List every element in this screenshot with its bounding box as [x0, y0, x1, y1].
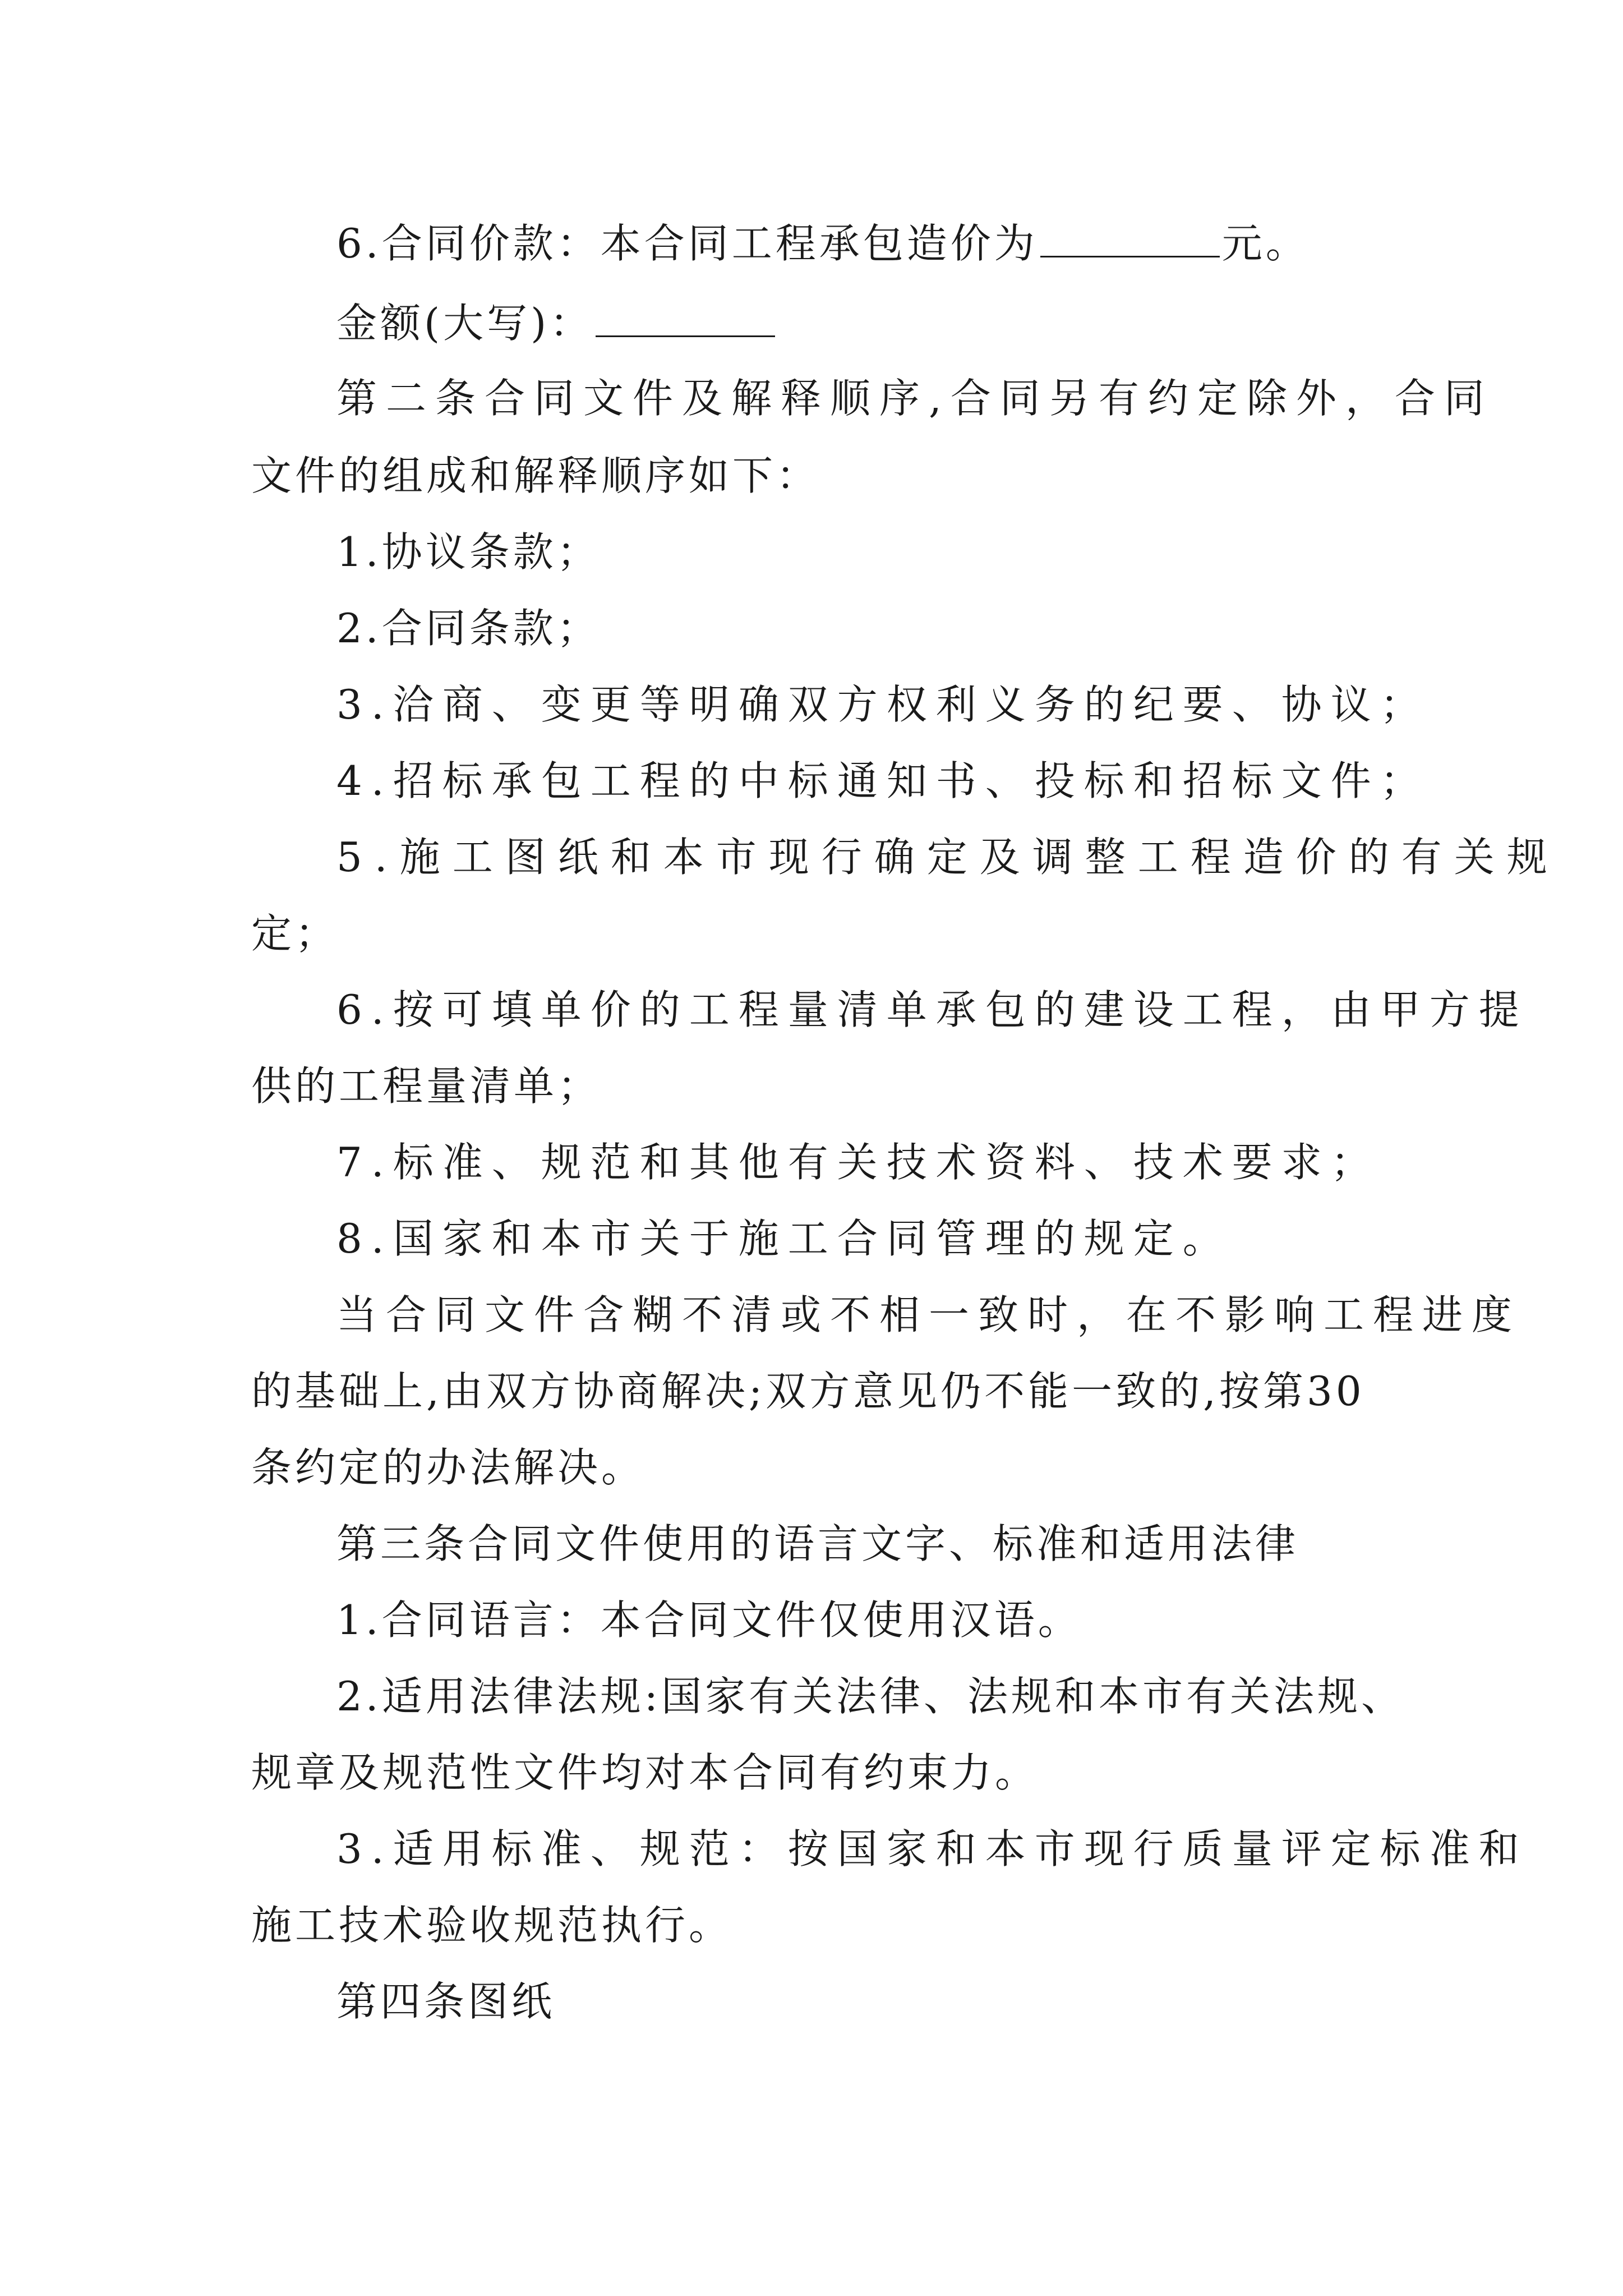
paragraph-ambiguity: 当合同文件含糊不清或不相一致时，在不影响工程进度: [336, 1291, 1521, 1338]
list-item-5-cont: 定；: [251, 910, 339, 957]
article-3-item-2: 2.适用法律法规:国家有关法律、法规和本市有关法规、: [336, 1673, 1405, 1720]
article-4-heading: 第四条图纸: [336, 1978, 556, 2025]
list-item-7: 7.标准、规范和其他有关技术资料、技术要求；: [336, 1139, 1380, 1186]
article-2-heading: 第二条合同文件及解释顺序,合同另有约定除外，合同: [336, 375, 1493, 422]
list-item-4: 4.招标承包工程的中标通知书、投标和招标文件；: [336, 757, 1430, 804]
amount-in-words-blank: [596, 302, 775, 337]
list-item-3: 3.洽商、变更等明确双方权利义务的纪要、协议；: [336, 681, 1430, 728]
article-3-heading: 第三条合同文件使用的语言文字、标准和适用法律: [336, 1520, 1299, 1567]
list-item-8: 8.国家和本市关于施工合同管理的规定。: [336, 1215, 1232, 1262]
contract-price-blank: [1040, 222, 1220, 257]
paragraph-ambiguity-cont-1: 的基础上,由双方协商解决;双方意见仍不能一致的,按第30: [251, 1368, 1365, 1415]
list-item-6-cont: 供的工程量清单；: [251, 1062, 602, 1110]
article-3-item-3-cont: 施工技术验收规范执行。: [251, 1902, 733, 1949]
article-3-item-3: 3.适用标准、规范：按国家和本市现行质量评定标准和: [336, 1825, 1528, 1872]
list-item-5: 5.施工图纸和本市现行确定及调整工程造价的有关规: [336, 834, 1560, 881]
list-item-2: 2.合同条款；: [336, 605, 601, 652]
article-3-item-1: 1.合同语言：本合同文件仅使用汉语。: [336, 1596, 1082, 1644]
paragraph-ambiguity-cont-2: 条约定的办法解决。: [251, 1444, 645, 1491]
contract-price-text: 6.合同价款：本合同工程承包造价为: [336, 220, 1038, 267]
amount-in-words-label: 金额(大写)：: [336, 300, 594, 347]
list-item-1: 1.协议条款；: [336, 528, 601, 576]
contract-price-unit: 元。: [1221, 220, 1310, 267]
list-item-6: 6.按可填单价的工程量清单承包的建设工程，由甲方提: [336, 986, 1528, 1033]
amount-in-words-line: [336, 296, 777, 350]
contract-price-line: [336, 217, 1310, 270]
article-3-item-2-cont: 规章及规范性文件均对本合同有约束力。: [251, 1749, 1039, 1796]
article-2-heading-cont: 文件的组成和解释顺序如下：: [251, 452, 820, 499]
